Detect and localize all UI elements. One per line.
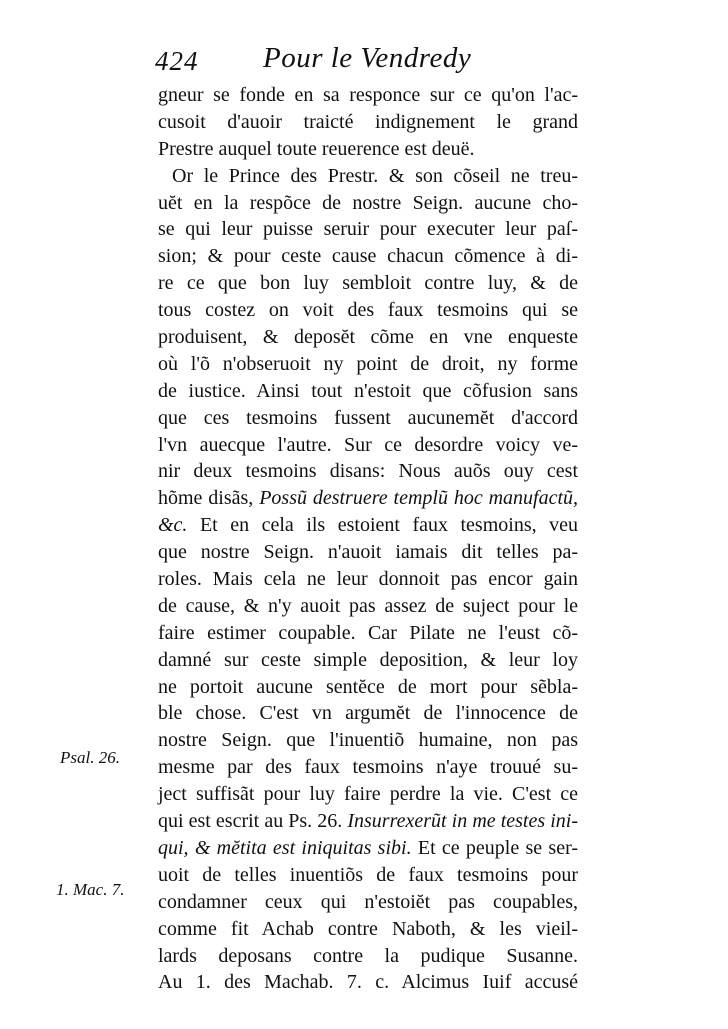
text-run: uoit de telles inuentiõs de faux tesmoins pour [158,863,578,886]
text-run: damné sur ceste simple deposition, & leur loy [158,648,578,671]
text-run: comme fit Achab contre Naboth, & les vieil- [158,917,578,940]
text-line [158,82,578,109]
text-run: re ce que bon luy sembloit contre luy, & de [158,272,578,295]
text-line [158,754,578,781]
text-line [158,190,578,217]
text-line [158,620,578,647]
text-run: roles. Mais cela ne leur donnoit pas encor gain [158,568,578,591]
text-line [158,700,578,727]
text-run: de iustice. Ainsi tout n'estoit que cõfusion sans [158,379,578,402]
text-run: Au 1. des Machab. 7. c. Alcimus Iuif accusé [158,971,578,994]
text-line [158,297,578,324]
text-run: condamner ceux qui n'estoiĕt pas coupables, [158,890,578,913]
text-line [158,835,578,862]
text-line [158,243,578,270]
text-run: ne portoit aucune sentĕce de mort pour sẽbla- [158,675,578,698]
text-run: hõme disãs, [158,487,260,510]
margin-note-maccabees: 1. Mac. 7. [56,880,125,899]
text-line [158,378,578,405]
body-text [158,82,578,996]
italic-run: &c. [158,514,188,537]
text-line [158,943,578,970]
text-line [158,458,578,485]
text-run: faire estimer coupable. Car Pilate ne l'eust cõ- [158,621,578,644]
text-run: Prestre auquel toute reuerence est deuë. [158,137,475,160]
text-run: nostre Seign. que l'inuentiõ humaine, non pas [158,729,578,752]
text-line [158,109,578,136]
italic-run: Insurrexerũt in me testes ini- [347,810,579,833]
text-run: nir deux tesmoins disans: Nous auõs ouy cest [158,460,578,483]
text-run: gneur se fonde en sa responce sur ce qu'on l'ac- [158,84,578,106]
text-run: Et en cela ils estoient faux tesmoins, veu [187,514,578,537]
text-line [158,163,578,190]
text-line [158,485,578,512]
page-header [155,42,575,84]
text-line [158,432,578,459]
italic-run: qui, & mĕtita est iniquitas sibi. [158,836,412,859]
text-line [158,270,578,297]
text-line [158,889,578,916]
text-line [158,136,578,163]
text-run: mesme par des faux tesmoins n'aye trouué su- [158,756,578,779]
text-run: de cause, & n'y auoit pas assez de suject pour le [158,594,578,617]
text-line [158,916,578,943]
text-run: sion; & pour ceste cause chacun cõmence à di- [158,245,578,268]
text-run: ject suffisãt pour luy faire perdre la vie. C'est ce [158,783,578,806]
text-line [158,969,578,996]
text-line [158,539,578,566]
text-line [158,647,578,674]
text-run: que ces tesmoins fussent aucunemĕt d'accord [158,406,578,429]
text-run: que nostre Seign. n'auoit iamais dit telles pa- [158,541,578,564]
text-run: qui est escrit au Ps. 26. [158,810,348,833]
page-number: 424 [155,46,199,76]
text-line [158,216,578,243]
italic-run: Possũ destruere templũ hoc manufactũ, [259,487,578,510]
text-run: produisent, & deposĕt cõme en vne enqueste [158,326,578,349]
text-line [158,593,578,620]
text-line [158,674,578,701]
text-run: ble chose. C'est vn argumĕt de l'innocence de [158,702,578,725]
text-line [158,405,578,432]
text-line [158,351,578,378]
text-run: tous costez on voit des faux tesmoins qui se [158,299,578,322]
text-run: cusoit d'auoir traicté indignement le grand [158,110,578,133]
text-run: se qui leur puisse seruir pour executer leur paſ- [158,218,578,241]
text-run: lards deposans contre la pudique Susanne. [158,944,578,967]
text-line [158,324,578,351]
text-line [158,808,578,835]
text-run: l'vn auecque l'autre. Sur ce desordre voicy ve- [158,433,578,456]
running-head: Pour le Vendredy [263,42,472,74]
margin-note-psalm: Psal. 26. [60,748,120,767]
text-line [158,781,578,808]
text-line [158,512,578,539]
text-run: uĕt en la respõce de nostre Seign. aucune cho- [158,191,578,214]
text-line [158,566,578,593]
text-run: Or le Prince des Prestr. & son cõseil ne treu- [172,164,578,187]
text-line [158,727,578,754]
text-line [158,862,578,889]
text-run: où l'õ n'obseruoit ny point de droit, ny forme [158,352,578,375]
text-run: Et ce peuple se ser- [411,836,579,859]
